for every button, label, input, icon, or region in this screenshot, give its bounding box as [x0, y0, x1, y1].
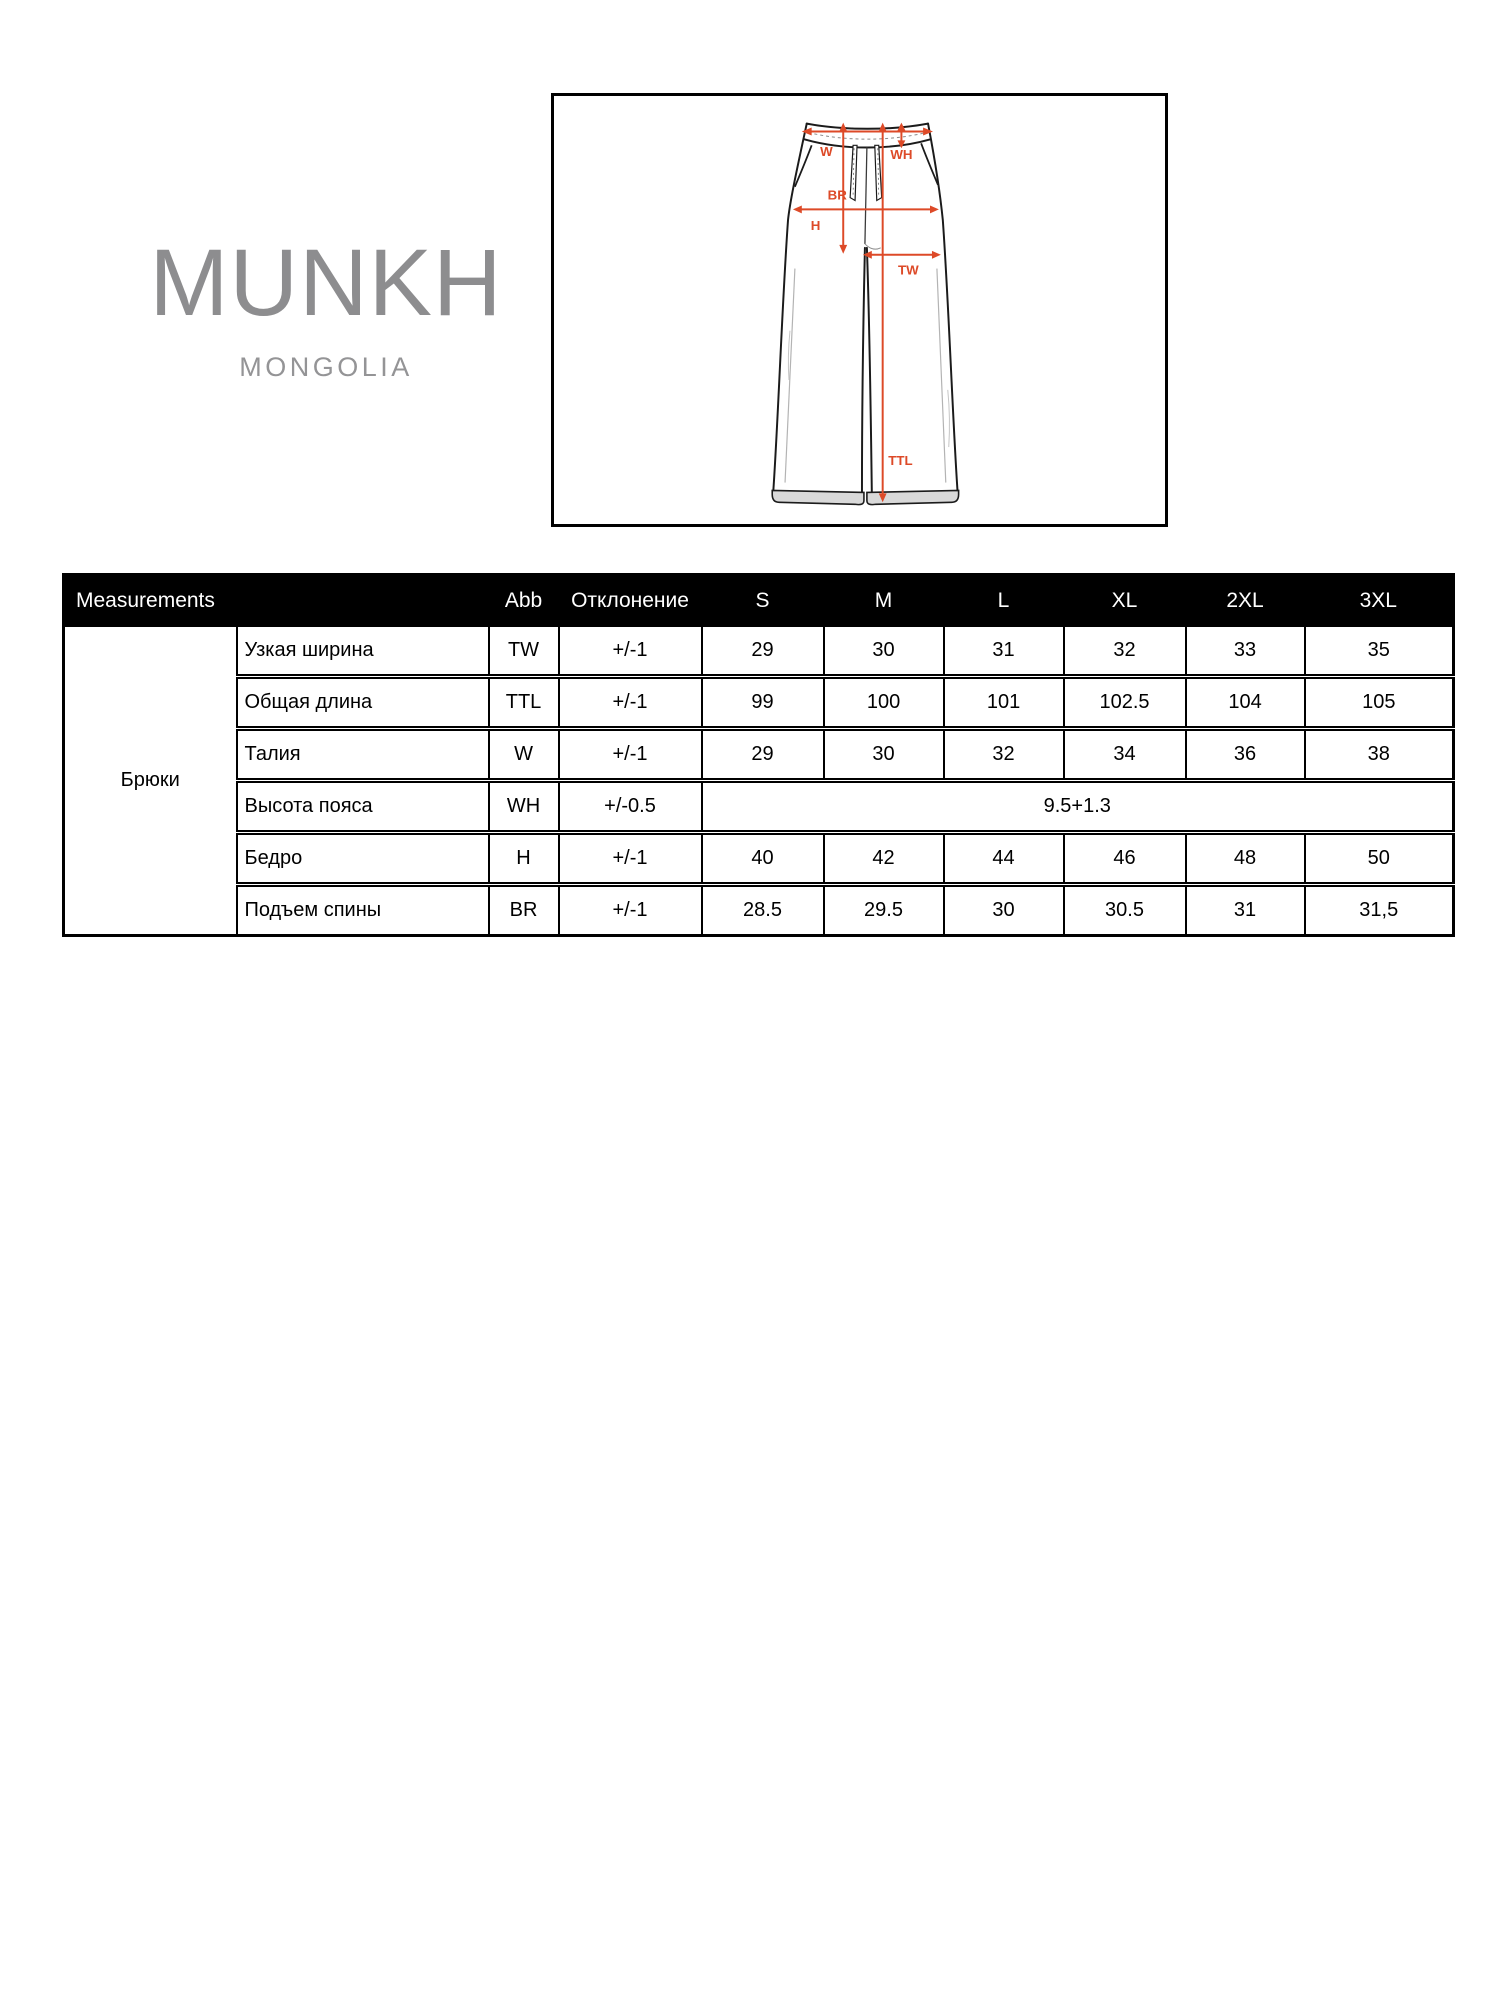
size-value-cell: 29	[702, 626, 824, 677]
size-value-cell: 104	[1186, 677, 1305, 729]
deviation-cell: +/-1	[559, 833, 702, 885]
size-value-cell: 50	[1305, 833, 1454, 885]
ttl-label: TTL	[888, 452, 913, 468]
header-deviation: Отклонение	[559, 575, 702, 627]
table-row	[64, 885, 1454, 936]
deviation-cell: +/-0.5	[559, 781, 702, 833]
waistband-top-edge	[807, 124, 928, 129]
pants-outline	[773, 124, 957, 493]
size-value-cell: 30.5	[1064, 885, 1186, 936]
abbreviation-cell: TW	[489, 626, 559, 677]
measurement-name-cell: Подъем спины	[237, 885, 489, 936]
size-value-cell: 30	[824, 729, 944, 781]
w-arrowhead-left	[802, 128, 812, 136]
size-value-cell: 30	[944, 885, 1064, 936]
header-size-M: M	[824, 575, 944, 627]
fabric-fold-right	[948, 390, 950, 447]
size-value-cell: 36	[1186, 729, 1305, 781]
header-size-XL: XL	[1064, 575, 1186, 627]
abbreviation-cell: H	[489, 833, 559, 885]
size-value-cell: 35	[1305, 626, 1454, 677]
header-size-S: S	[702, 575, 824, 627]
size-value-cell: 105	[1305, 677, 1454, 729]
tw-label: TW	[897, 262, 919, 278]
size-value-cell: 42	[824, 833, 944, 885]
measurement-labels	[811, 144, 919, 468]
pants-technical-drawing	[554, 96, 1165, 524]
w-label: W	[820, 144, 833, 160]
h-label: H	[810, 218, 821, 234]
size-value-cell: 29.5	[824, 885, 944, 936]
size-value-cell: 38	[1305, 729, 1454, 781]
deviation-cell: +/-1	[559, 626, 702, 677]
size-value-cell: 99	[702, 677, 824, 729]
table-row	[64, 729, 1454, 781]
left-outer-seam	[773, 124, 807, 493]
size-value-cell: 31	[944, 626, 1064, 677]
table-row	[64, 677, 1454, 729]
table-header-row	[64, 575, 1454, 627]
pants-diagram-box	[551, 93, 1168, 527]
brand-name: MUNKH	[149, 230, 503, 336]
abbreviation-cell: WH	[489, 781, 559, 833]
size-value-cell: 33	[1186, 626, 1305, 677]
br-label: BR	[827, 187, 847, 203]
right-crease-line	[937, 269, 946, 483]
measurement-arrows	[800, 128, 935, 496]
right-outer-seam	[928, 124, 958, 493]
table-row	[64, 626, 1454, 677]
header-size-3XL: 3XL	[1305, 575, 1454, 627]
h-arrowhead-left	[793, 205, 802, 213]
center-front-seam	[865, 147, 867, 244]
size-value-cell: 101	[944, 677, 1064, 729]
header-abb: Abb	[489, 575, 559, 627]
left-hem-band	[772, 490, 864, 504]
size-value-cell: 48	[1186, 833, 1305, 885]
table-body	[64, 626, 1454, 936]
deviation-cell: +/-1	[559, 729, 702, 781]
brand-logo	[138, 230, 514, 383]
size-value-span-cell: 9.5+1.3	[702, 781, 1454, 833]
table-row	[64, 781, 1454, 833]
size-value-cell: 30	[824, 626, 944, 677]
right-inseam	[867, 248, 872, 493]
abbreviation-cell: BR	[489, 885, 559, 936]
deviation-cell: +/-1	[559, 677, 702, 729]
size-value-cell: 29	[702, 729, 824, 781]
header-size-2XL: 2XL	[1186, 575, 1305, 627]
measurement-name-cell: Высота пояса	[237, 781, 489, 833]
deviation-cell: +/-1	[559, 885, 702, 936]
wh-label: WH	[890, 147, 913, 163]
size-value-cell: 28.5	[702, 885, 824, 936]
measurement-name-cell: Бедро	[237, 833, 489, 885]
measurements-table	[62, 573, 1455, 937]
abbreviation-cell: TTL	[489, 677, 559, 729]
header-size-L: L	[944, 575, 1064, 627]
br-arrowhead-down	[839, 245, 847, 254]
size-value-cell: 40	[702, 833, 824, 885]
left-inseam	[862, 248, 865, 493]
size-value-cell: 31,5	[1305, 885, 1454, 936]
size-value-cell: 44	[944, 833, 1064, 885]
size-value-cell: 102.5	[1064, 677, 1186, 729]
size-value-cell: 34	[1064, 729, 1186, 781]
measurement-name-cell: Общая длина	[237, 677, 489, 729]
measurement-name-cell: Узкая ширина	[237, 626, 489, 677]
group-label-cell: Брюки	[64, 626, 237, 936]
abbreviation-cell: W	[489, 729, 559, 781]
size-value-cell: 32	[1064, 626, 1186, 677]
size-value-cell: 32	[944, 729, 1064, 781]
ttl-arrowhead-up	[879, 123, 887, 132]
table-row	[64, 833, 1454, 885]
size-value-cell: 46	[1064, 833, 1186, 885]
tw-arrowhead-right	[932, 251, 941, 259]
left-crease-line	[785, 269, 795, 483]
header-measurements: Measurements	[64, 575, 489, 627]
brand-subtitle: MONGOLIA	[239, 352, 413, 382]
measurement-arrowheads	[793, 123, 941, 503]
size-value-cell: 31	[1186, 885, 1305, 936]
waistband-stitch	[809, 132, 926, 139]
h-arrowhead-right	[930, 205, 939, 213]
size-value-cell: 100	[824, 677, 944, 729]
measurement-name-cell: Талия	[237, 729, 489, 781]
